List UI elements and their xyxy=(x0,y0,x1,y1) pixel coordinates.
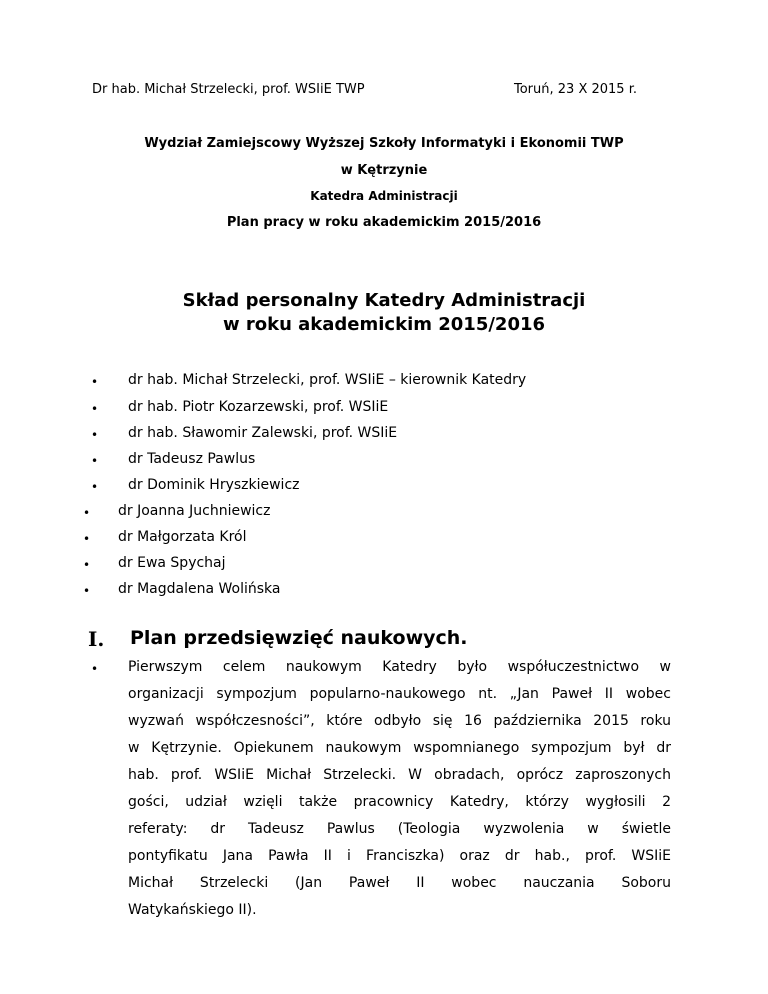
staff-list-item: dr hab. Piotr Kozarzewski, prof. WSIiE xyxy=(128,399,389,415)
bullet-icon: • xyxy=(91,480,99,494)
department-heading: Katedra Administracji xyxy=(310,189,458,203)
bullet-icon: • xyxy=(83,506,91,520)
paragraph-line: Michał Strzelecki (Jan Paweł II wobec nauczania Soboru xyxy=(128,875,671,891)
paragraph-line: gości, udział wzięli także pracownicy Katedry, którzy wygłosili 2 xyxy=(128,794,671,810)
bullet-icon: • xyxy=(91,375,99,389)
bullet-icon: • xyxy=(83,584,91,598)
header-author: Dr hab. Michał Strzelecki, prof. WSIiE TWP xyxy=(92,82,365,97)
paragraph-line: wyzwań współczesności”, które odbyło się 16 października 2015 roku xyxy=(128,713,671,729)
staff-list-item: dr Dominik Hryszkiewicz xyxy=(128,477,300,493)
staff-list-item: dr Magdalena Wolińska xyxy=(118,581,281,597)
bullet-icon: • xyxy=(91,454,99,468)
document-title-line-1: Skład personalny Katedry Administracji xyxy=(182,290,586,311)
paragraph-line: w Kętrzynie. Opiekunem naukowym wspomnianego sympozjum był dr xyxy=(128,740,671,756)
header-place-date: Toruń, 23 X 2015 r. xyxy=(514,82,637,97)
paragraph-line: hab. prof. WSIiE Michał Strzelecki. W obradach, oprócz zaproszonych xyxy=(128,767,671,783)
staff-list-item: dr Tadeusz Pawlus xyxy=(128,451,256,467)
plan-heading: Plan pracy w roku akademickim 2015/2016 xyxy=(226,215,542,230)
staff-list-item: dr Joanna Juchniewicz xyxy=(118,503,271,519)
section-title: Plan przedsięwzięć naukowych. xyxy=(130,627,468,649)
paragraph-line: pontyfikatu Jana Pawła II i Franciszka) oraz dr hab., prof. WSIiE xyxy=(128,848,671,864)
staff-list-item: dr Małgorzata Król xyxy=(118,529,247,545)
staff-list-item: dr hab. Sławomir Zalewski, prof. WSIiE xyxy=(128,425,398,441)
bullet-icon: • xyxy=(91,662,99,676)
staff-list-item: dr Ewa Spychaj xyxy=(118,555,226,571)
paragraph-line: referaty: dr Tadeusz Pawlus (Teologia wyzwolenia w świetle xyxy=(128,821,671,837)
faculty-heading: Wydział Zamiejscowy Wyższej Szkoły Informatyki i Ekonomii TWP xyxy=(144,136,624,151)
bullet-icon: • xyxy=(83,532,91,546)
paragraph-line: organizacji sympozjum popularno-naukowego nt. „Jan Paweł II wobec xyxy=(128,686,671,702)
document-title-line-2: w roku akademickim 2015/2016 xyxy=(222,314,546,335)
paragraph-line: Pierwszym celem naukowym Katedry było współuczestnictwo w xyxy=(128,659,671,675)
bullet-icon: • xyxy=(83,558,91,572)
bullet-icon: • xyxy=(91,402,99,416)
city-heading: w Kętrzynie xyxy=(340,163,428,178)
paragraph-line: Watykańskiego II). xyxy=(128,902,257,918)
staff-list-item: dr hab. Michał Strzelecki, prof. WSIiE – kierownik Katedry xyxy=(128,372,527,388)
bullet-icon: • xyxy=(91,428,99,442)
section-number: I. xyxy=(88,627,105,651)
